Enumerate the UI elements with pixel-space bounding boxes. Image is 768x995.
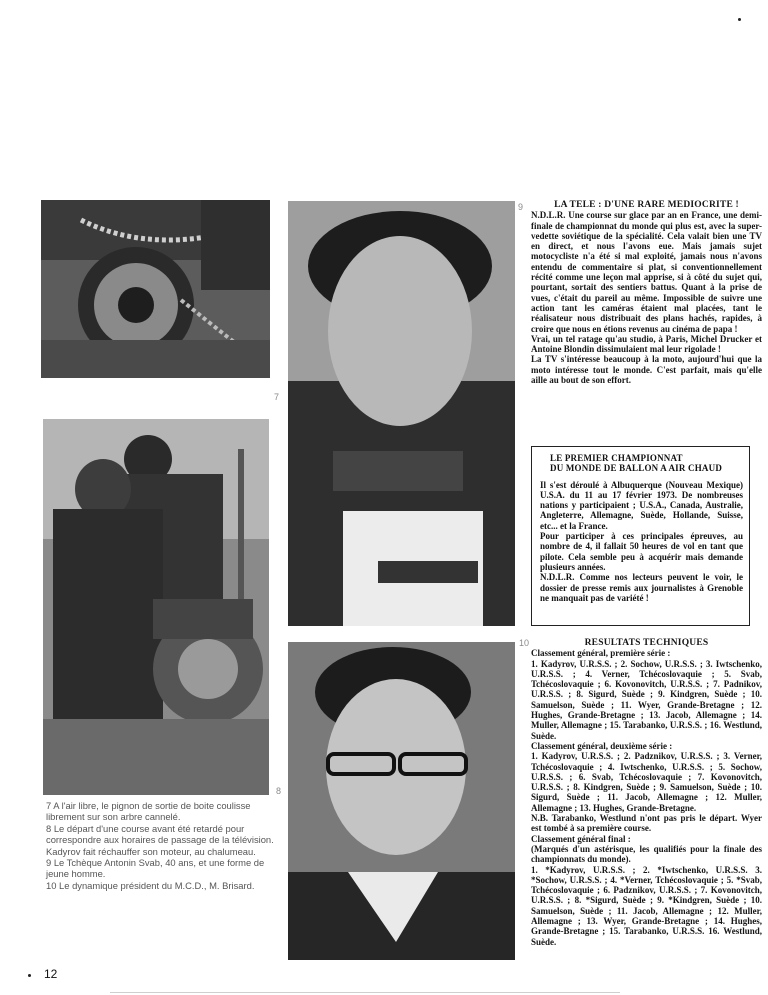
print-dot-top: [738, 18, 741, 21]
sidebar-box-ballon: [531, 446, 750, 626]
photo-chain-sprocket: [41, 200, 270, 378]
photo-mechanic-warming-engine: [43, 419, 269, 795]
box-paragraph: N.D.L.R. Comme nos lecteurs peuvent le voir, le dossier de presse remis aux journalistes à Grenoble ne manquait pas de variété !: [540, 572, 743, 603]
box-heading-line1: LE PREMIER CHAMPIONNAT: [550, 453, 683, 463]
figure-number-9: 9: [518, 202, 524, 212]
figure-number-8: 8: [276, 786, 282, 796]
article-tele: [531, 200, 762, 385]
bottom-rule: [110, 992, 620, 993]
caption-10: 10 Le dynamique président du M.C.D., M. Brisard.: [46, 879, 255, 891]
results-paragraph: N.B. Tarabanko, Westlund n'ont pas pris le départ. Wyer est tombé à sa première course.: [531, 813, 762, 834]
results-paragraph: 1. *Kadyrov, U.R.S.S. ; 2. *Iwtschenko, U.R.S.S. 3. *Sochow, U.R.S.S. ; 4. *Verner, Tchécoslovaquie ; 5. *Svab, Tchécoslovaquie ; 6. Padznikov, U.R.S.S. ; 7. Kovonovitch, U.R.S.S. ; 8. *Sigurd, Suède ; 9. *Kindgren, Suède ; 10. Samuelson, Suède ; 11. Jacob, Allemagne ; 12. Muller, Allemagne ; 13. Wyer, Grande-Bretagne ; 14. Hughes, Grande-Bretagne ; 15. Tarabanko, U.R.S.S. 16. Westlund, Suède.: [531, 864, 762, 947]
photo-captions: [46, 800, 274, 891]
caption-8: 8 Le départ d'une course avant été retardé pour correspondre aux horaires de passage de la télévision. Kadyrov fait réchauffer son moteur, au chalumeau.: [46, 822, 274, 857]
article-paragraph: N.D.L.R. Une course sur glace par an en France, une demi-finale de championnat du monde qui plus est, avec la super-vedette soviétique de la spécialité. Cela valait bien une TV en direct, et nous l'avons eue. Mais jamais sujet motocycliste n'a été si mal exploité, jamais nous n'avons entendu de commentaire si plat, si conventionnellement récité comme une leçon mal apprise, si à côté du sujet qui, pourtant, sortait des sentiers battus. Quant à la prise de vues, c'était du pareil au même. Impossible de suivre une action tant les caméras étaient mal placées, tant le réalisateur nous distribuait des plans hachés, rapides, à croire que nous en étions revenus au cinéma de papa !: [531, 210, 762, 334]
results-paragraph: Classement général, première série :: [531, 648, 671, 659]
figure-number-10: 10: [519, 638, 530, 648]
box-paragraph: Il s'est déroulé à Albuquerque (Nouveau Mexique) U.S.A. du 11 au 17 février 1973. De nombreuses nations y participaient ; U.S.A., Canada, Australie, Angleterre, Allemagne, Suède, Hollande, Suisse, etc... et la France.: [540, 479, 743, 531]
print-dot-bottom: [28, 974, 31, 977]
box-paragraph: Pour participer à ces principales épreuves, au nombre de 4, il fallait 50 heures de vol en tant que pilote. Cela semble peu à acquérir mais demande plusieurs années.: [540, 531, 743, 572]
results-paragraph: 1. Kadyrov, U.R.S.S. ; 2. Padznikov, U.R.S.S. ; 3. Verner, Tchécoslovaquie ; 4. Iwtschenko, U.R.S.S. ; 5. Sochow, U.R.S.S. ; 6. Svab, Tchécoslovaquie ; 7. Kovonovitch, U.R.S.S. ; 8. Kindgren, Suède ; 9. Samuelson, Suède ; 10. Sigurd, Suède ; 11. Jacob, Allemagne ; 12. Muller, Allemagne ; 13. Hughes, Grande-Bretagne.: [531, 751, 762, 813]
photo-portrait-svab: [288, 201, 515, 626]
results-paragraph: Classement général final :: [531, 833, 631, 844]
results-paragraph: 1. Kadyrov, U.R.S.S. ; 2. Sochow, U.R.S.S. ; 3. Iwtschenko, U.R.S.S. ; 4. Verner, Tchécoslovaquie ; 5. Svab, Tchécoslovaquie ; 6. Kovonovitch, U.R.S.S. ; 7. Padnikov, U.R.S.S. ; 8. Sigurd, Suède ; 9. Kindgren, Suède ; 10. Samuelson, Suède ; 11. Wyer, Grande-Bretagne ; 12. Hughes, Grande-Bretagne ; 13. Jacob, Allemagne ; 14. Muller, Allemagne ; 15. Tarabanko, U.R.S.S. ; 16. Westlund, Suède.: [531, 658, 762, 741]
figure-number-7: 7: [274, 392, 280, 402]
photo-portrait-brisard: [288, 642, 515, 960]
results-paragraph: Classement général, deuxième série :: [531, 740, 673, 751]
article-heading: LA TELE : D'UNE RARE MEDIOCRITE !: [554, 200, 739, 210]
article-paragraph: La TV s'intéresse beaucoup à la moto, aujourd'hui que la moto intéresse tout le monde. C'est parfait, mais qu'elle aille au bout de son effort.: [531, 354, 762, 386]
results-section: [531, 638, 762, 947]
box-heading-line2: DU MONDE DE BALLON A AIR CHAUD: [550, 463, 723, 474]
results-heading: RESULTATS TECHNIQUES: [584, 638, 709, 648]
page-number: 12: [44, 967, 58, 981]
results-paragraph: (Marqués d'un astérisque, les qualifiés pour la finale des championnats du monde).: [531, 843, 762, 865]
caption-9: 9 Le Tchèque Antonin Svab, 40 ans, et une forme de jeune homme.: [46, 857, 265, 880]
article-paragraph: Vrai, un tel ratage qu'au studio, à Paris, Michel Drucker et Antoine Blondin dissimulaient mal leur rigolade !: [531, 333, 762, 355]
caption-7: 7 A l'air libre, le pignon de sortie de boite coulisse librement sur son arbre cannelé.: [46, 800, 251, 823]
